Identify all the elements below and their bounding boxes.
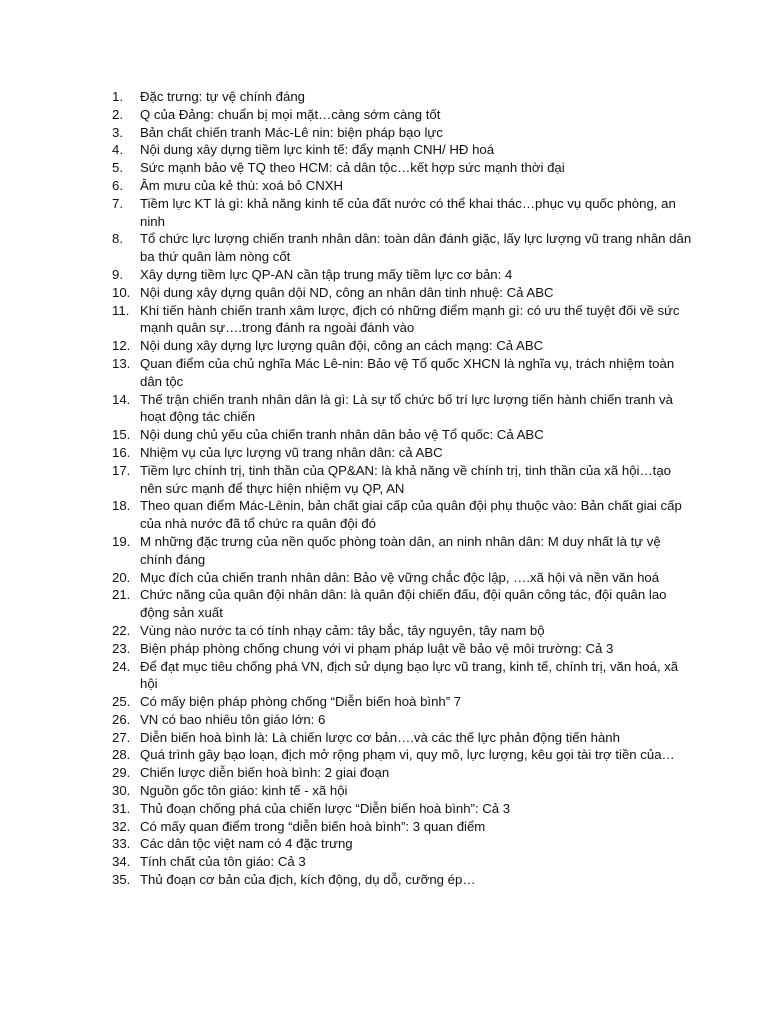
item-text: Có mấy biện pháp phòng chống “Diễn biến hoà bình” 7 (140, 694, 462, 710)
item-text: Thủ đoạn chống phá của chiến lược “Diễn biến hoà bình”: Cả 3 (140, 800, 511, 816)
item-text: Nội dung xây dựng tiềm lực kinh tế: đẩy mạnh CNH/ HĐ hoá (140, 142, 495, 158)
list-item (112, 800, 692, 818)
item-text: Nội dung chủ yếu của chiến tranh nhân dân bảo vệ Tổ quốc: Cả ABC (140, 427, 544, 443)
item-number: 12. (112, 338, 131, 354)
item-text: Diễn biến hoà bình là: Là chiến lược cơ bản….và các thế lực phản động tiến hành (140, 729, 620, 745)
item-text: M những đặc trưng của nền quốc phòng toàn dân, an ninh nhân dân: M duy nhất là tự vệ chính đáng (140, 533, 661, 567)
item-number: 9. (112, 266, 123, 282)
list-item (112, 533, 692, 569)
item-text: Biện pháp phòng chống chung với vi phạm pháp luật về bảo vệ môi trường: Cả 3 (140, 640, 614, 656)
item-number: 16. (112, 444, 131, 460)
list-item (112, 230, 692, 266)
list-item (112, 640, 692, 658)
item-number: 17. (112, 462, 131, 478)
item-number: 29. (112, 765, 131, 781)
list-item (112, 782, 692, 800)
item-number: 13. (112, 355, 131, 371)
list-item (112, 711, 692, 729)
item-text: Tiềm lực KT là gì: khả năng kinh tế của đất nước có thể khai thác…phục vụ quốc phòng, an ninh (140, 195, 676, 229)
item-number: 32. (112, 818, 131, 834)
item-number: 4. (112, 142, 123, 158)
list-item (112, 391, 692, 427)
item-number: 30. (112, 783, 131, 799)
item-text: Sức mạnh bảo vệ TQ theo HCM: cả dân tộc…kết hợp sức mạnh thời đại (140, 160, 565, 176)
item-text: Khi tiến hành chiến tranh xâm lược, địch có những điểm mạnh gì: có ưu thế tuyệt đối về sức mạnh quân sự….trong đánh ra ngoài đánh vào (140, 302, 680, 336)
list-item (112, 764, 692, 782)
item-number: 23. (112, 640, 131, 656)
list-item (112, 177, 692, 195)
list-item (112, 569, 692, 587)
item-number: 27. (112, 729, 131, 745)
item-text: Thế trận chiến tranh nhân dân là gì: Là sự tổ chức bố trí lực lượng tiến hành chiến tranh và hoạt động tác chiến (140, 391, 673, 425)
item-text: Xây dựng tiềm lực QP-AN cần tập trung mấy tiềm lực cơ bản: 4 (140, 266, 513, 282)
list-item (112, 497, 692, 533)
item-text: Thủ đoạn cơ bản của địch, kích động, dụ dỗ, cưỡng ép… (140, 872, 476, 888)
list-item (112, 444, 692, 462)
item-text: Nội dung xây dựng quân dội ND, công an nhân dân tinh nhuệ: Cả ABC (140, 284, 554, 300)
list-item (112, 818, 692, 836)
item-text: Vùng nào nước ta có tính nhạy cảm: tây bắc, tây nguyên, tây nam bộ (140, 622, 545, 638)
list-item (112, 871, 692, 889)
item-number: 24. (112, 658, 131, 674)
item-number: 33. (112, 836, 131, 852)
item-text: VN có bao nhiêu tôn giáo lớn: 6 (140, 711, 326, 727)
item-text: Nội dung xây dựng lực lượng quân đội, công an cách mạng: Cả ABC (140, 338, 544, 354)
list-item (112, 106, 692, 124)
list-item (112, 195, 692, 231)
list-item (112, 141, 692, 159)
item-text: Quá trình gây bạo loạn, địch mở rộng phạm vi, quy mô, lực lượng, kêu gọi tài trợ tiền của… (140, 747, 675, 763)
list-item (112, 853, 692, 871)
item-number: 28. (112, 747, 131, 763)
item-text: Các dân tộc việt nam có 4 đặc trưng (140, 836, 353, 852)
item-number: 19. (112, 533, 131, 549)
item-number: 34. (112, 854, 131, 870)
list-item (112, 462, 692, 498)
item-number: 25. (112, 694, 131, 710)
list-item (112, 658, 692, 694)
item-number: 31. (112, 800, 131, 816)
item-number: 18. (112, 498, 131, 514)
list-item (112, 586, 692, 622)
item-number: 3. (112, 124, 123, 140)
numbered-list (112, 88, 692, 889)
item-text: Chức năng của quân đội nhân dân: là quân đội chiến đấu, đội quân công tác, đội quân lao động sản xuất (140, 587, 667, 621)
item-number: 5. (112, 160, 123, 176)
item-number: 8. (112, 231, 123, 247)
item-number: 14. (112, 391, 131, 407)
list-item (112, 426, 692, 444)
item-text: Đặc trưng: tự vệ chính đáng (140, 89, 306, 104)
item-number: 21. (112, 587, 131, 603)
item-text: Quan điểm của chủ nghĩa Mác Lê-nin: Bảo vệ Tổ quốc XHCN là nghĩa vụ, trách nhiệm toàn dân tộc (140, 355, 675, 389)
list-item (112, 729, 692, 747)
item-text: Q của Đảng: chuẩn bị mọi mặt…càng sớm càng tốt (140, 106, 441, 122)
item-number: 6. (112, 177, 123, 193)
item-number: 22. (112, 622, 131, 638)
item-number: 26. (112, 711, 131, 727)
item-text: Chiến lược diễn biến hoà bình: 2 giai đoạn (140, 765, 390, 781)
item-number: 10. (112, 284, 131, 300)
item-number: 20. (112, 569, 131, 585)
list-item (112, 284, 692, 302)
list-item (112, 124, 692, 142)
list-item (112, 622, 692, 640)
item-text: Bản chất chiến tranh Mác-Lê nin: biện pháp bạo lực (140, 124, 443, 140)
list-item (112, 835, 692, 853)
list-item (112, 693, 692, 711)
item-number: 15. (112, 427, 131, 443)
list-item (112, 159, 692, 177)
item-number: 35. (112, 872, 131, 888)
item-text: Theo quan điểm Mác-Lênin, bản chất giai cấp của quân đội phụ thuộc vào: Bản chất giai cấp của nhà nước đã tổ chức ra quân đội đó (140, 498, 682, 532)
list-item (112, 266, 692, 284)
list-item (112, 88, 692, 106)
item-text: Nhiệm vụ của lực lượng vũ trang nhân dân: cả ABC (140, 444, 443, 460)
list-item (112, 302, 692, 338)
item-number: 2. (112, 106, 123, 122)
item-number: 1. (112, 89, 123, 104)
item-text: Tính chất của tôn giáo: Cả 3 (140, 854, 306, 870)
item-text: Nguồn gốc tôn giáo: kinh tế - xã hội (140, 783, 348, 799)
list-item (112, 746, 692, 764)
item-text: Để đạt mục tiêu chống phá VN, địch sử dụng bạo lực vũ trang, kinh tế, chính trị, văn hoá, xã hội (140, 658, 679, 692)
item-number: 11. (112, 302, 130, 318)
list-item (112, 355, 692, 391)
item-text: Tiềm lực chính trị, tinh thần của QP&AN: là khả năng về chính trị, tinh thần của xã hội…tạo nên sức mạnh để thực hiện nhiệm vụ QP, AN (140, 462, 671, 496)
item-text: Có mấy quan điểm trong “diễn biến hoà bình”: 3 quan điểm (140, 818, 486, 834)
item-text: Âm mưu của kẻ thù: xoá bỏ CNXH (140, 177, 344, 193)
item-text: Tổ chức lực lượng chiến tranh nhân dân: toàn dân đánh giặc, lấy lực lượng vũ trang nhân dân ba thứ quân làm nòng cốt (140, 231, 692, 265)
list-item (112, 337, 692, 355)
item-text: Mục đích của chiến tranh nhân dân: Bảo vệ vững chắc độc lập, ….xã hội và nền văn hoá (140, 569, 660, 585)
item-number: 7. (112, 195, 123, 211)
